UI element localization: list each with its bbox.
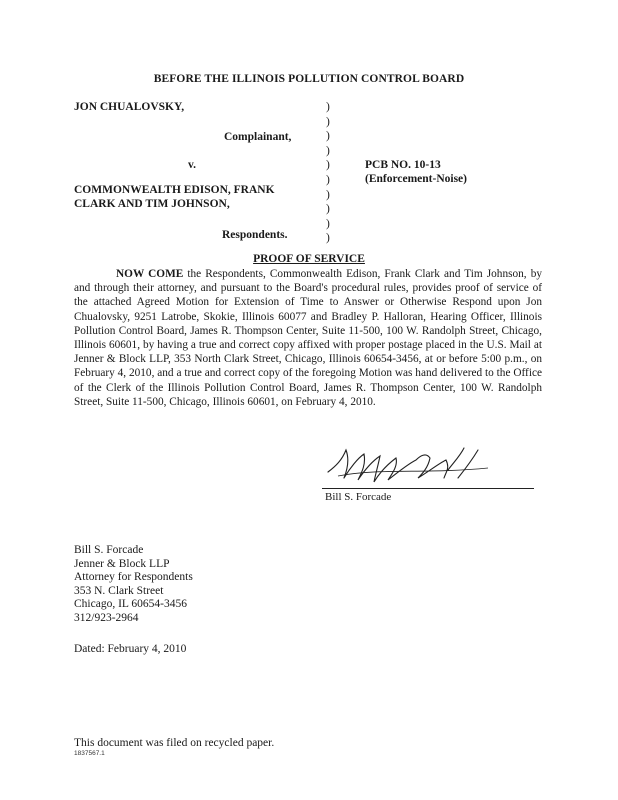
paren: ) [326, 130, 330, 143]
address-line: Bill S. Forcade [74, 544, 144, 556]
paren: ) [326, 159, 330, 172]
handwritten-signature [318, 438, 498, 488]
case-type: (Enforcement-Noise) [365, 173, 467, 185]
case-number: PCB NO. 10-13 [365, 159, 441, 171]
signatory-name: Bill S. Forcade [325, 491, 392, 503]
paren: ) [326, 232, 330, 245]
respondent-name-line1: COMMONWEALTH EDISON, FRANK [74, 184, 275, 196]
date-line: Dated: February 4, 2010 [74, 643, 187, 655]
address-line: 353 N. Clark Street [74, 584, 164, 597]
attorney-address-block [74, 544, 193, 626]
board-title: BEFORE THE ILLINOIS POLLUTION CONTROL BOARD [153, 73, 465, 85]
versus-label: v. [188, 159, 196, 171]
complainant-name: JON CHUALOVSKY, [74, 101, 185, 113]
address-line: Attorney for Respondents [74, 571, 193, 584]
respondent-name-line2: CLARK AND TIM JOHNSON, [74, 198, 230, 210]
proof-of-service-title: PROOF OF SERVICE [253, 253, 365, 265]
complainant-role: Complainant, [224, 131, 292, 143]
paren: ) [326, 144, 330, 157]
address-line: 312/923-2964 [74, 611, 139, 624]
paren: ) [326, 203, 330, 216]
address-line: Jenner & Block LLP [74, 557, 170, 570]
signature-line [322, 488, 534, 489]
paren: ) [326, 217, 330, 230]
proof-lead: NOW COME [116, 268, 184, 280]
paren: ) [326, 115, 330, 128]
paren: ) [326, 188, 330, 201]
respondent-role: Respondents. [222, 229, 288, 241]
paren: ) [326, 173, 330, 186]
document-number: 1837567.1 [74, 750, 105, 757]
address-line: Chicago, IL 60654-3456 [74, 598, 187, 611]
proof-body-text: the Respondents, Commonwealth Edison, Frank Clark and Tim Johnson, by and through their attorney, and pursuant to the Board's procedural rules, provides proof of service of the attached Agreed Motion for Extension of Time to Answer or Otherwise Respond upon Jon Chualovsky, 9251 Latrobe, Skokie, Illinois 60077 and Bradley P. Halloran, Hearing Officer, Illinois Pollution Control Board, James R. Thompson Center, Suite 11-500, 100 W. Randolph Street, Chicago, Illinois 60601, by having a true and correct copy affixed with proper postage placed in the U.S. Mail at Jenner & Block LLP, 353 North Clark Street, Chicago, Illinois 60654-3456, at or before 5:00 p.m., on February 4, 2010, and a true and correct copy of the foregoing Motion was hand delivered to the Office of the Clerk of the Illinois Pollution Control Board, James R. Thompson Center, 100 W. Randolph Street, Suite 11-500, Chicago, Illinois 60601, on February 4, 2010. [74, 268, 542, 408]
paren: ) [326, 101, 330, 113]
caption-parentheses [326, 100, 338, 246]
recycled-paper-note: This document was filed on recycled paper. [74, 737, 275, 749]
proof-body-paragraph [74, 267, 542, 409]
